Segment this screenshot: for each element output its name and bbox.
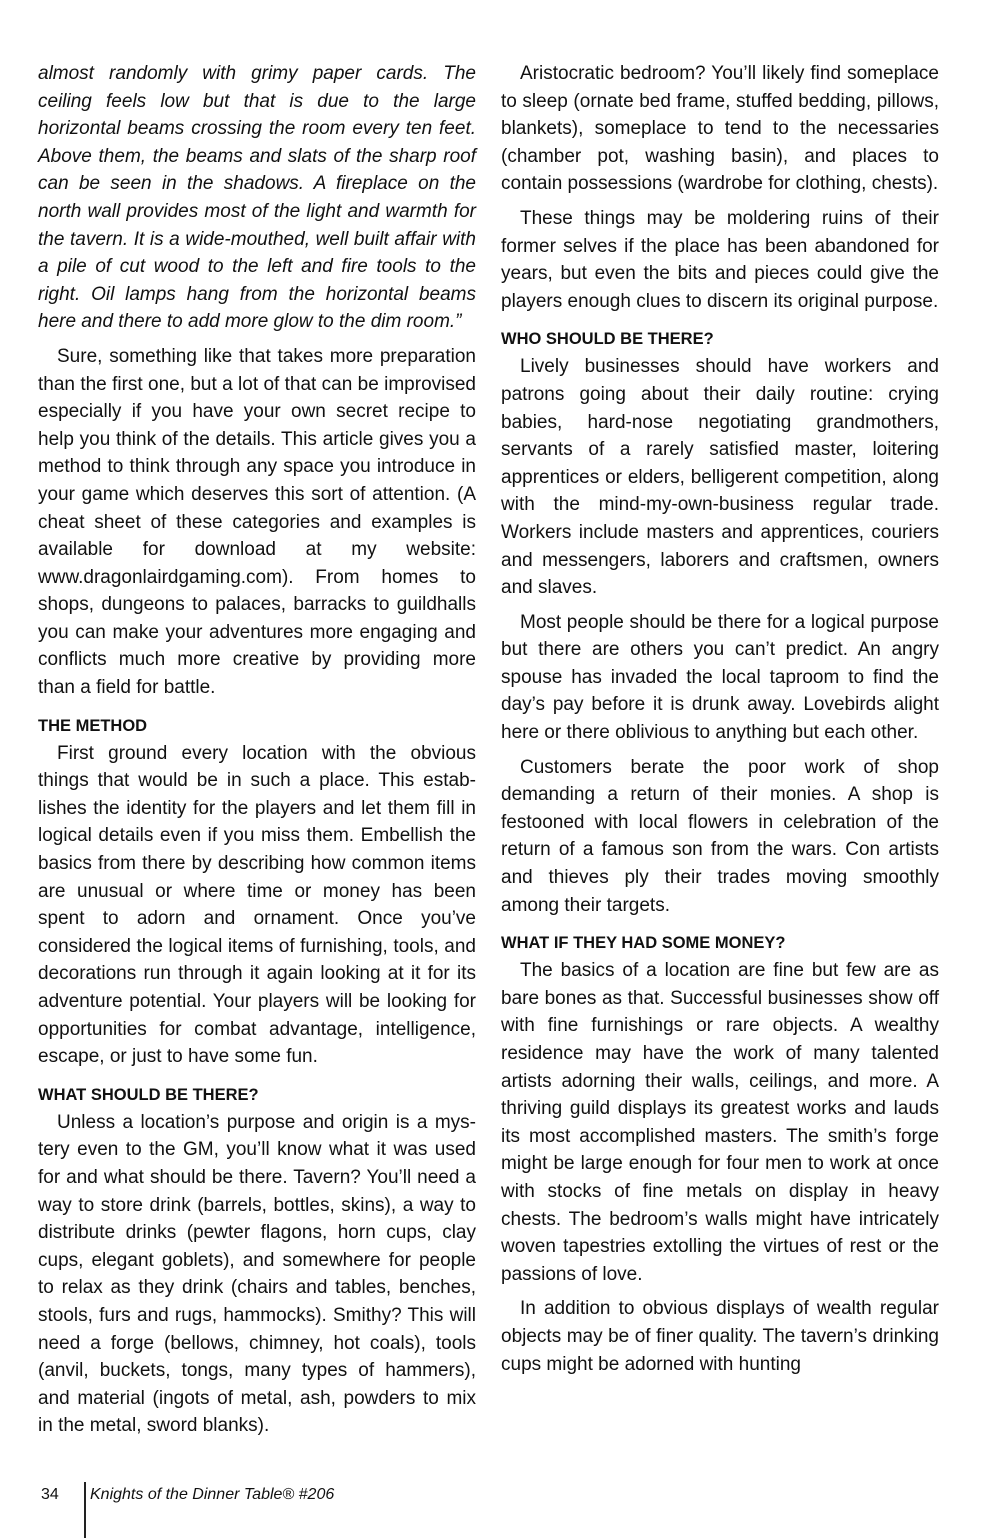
footer-divider xyxy=(84,1482,86,1538)
paragraph-customers: Customers berate the poor work of shop demanding a return of their monies. A shop is festooned with local flowers in celebration of the return of a famous son from the wars. Con artists and thieves ply their trades moving smoothly among their targets. xyxy=(501,756,939,916)
heading-what-should-be-there: WHAT SHOULD BE THERE? xyxy=(38,1085,259,1104)
right-column xyxy=(501,60,939,1385)
heading-who-should-be-there: WHO SHOULD BE THERE? xyxy=(501,330,714,349)
page-footer xyxy=(0,1476,994,1538)
quote-continuation: almost randomly with grimy paper cards. The ceiling feels low but that is due to the large horizontal beams crossing the room every ten feet. Above them, the beams and slats of the sharp roof can be seen in the shadows. A fireplace on the north wall provides most of the light and warmth for the tavern. It is a wide-mouthed, well built affair with a pile of cut wood to the left and fire tools to the right. Oil lamps hang from the horizontal beams here and there to add more glow to the dim room.” xyxy=(38,63,476,333)
paragraph-method: First ground every location with the obvious things that would be in such a place. This establishes the identity for the players and let them fill in logical details even if you miss them. Embellish the basics from there by describing how common items are unusual or where time or money has been spent to adorn and ornament. Once you’ve considered the logical items of furnishing, tools, and decorations run through it again looking at it for its adventure potential. Your players will be looking for opportunities for combat advantage, intelligence, escape, or just to have some fun. xyxy=(38,742,476,1068)
publication-title: Knights of the Dinner Table® #206 xyxy=(90,1486,335,1503)
left-column xyxy=(38,60,476,1447)
paragraph-bedroom: Aristocratic bedroom? You’ll likely find someplace to sleep (ornate bed frame, stuffed bedding, pillows, blankets), someplace to tend to the necessaries (chamber pot, washing basin), and places to contain possessions (wardrobe for clothing, chests). xyxy=(501,63,939,195)
paragraph-who-should-be-there: Lively businesses should have workers and patrons going about their daily routine: crying babies, hard-nose negotiating grandmothers, servants of a rarely satisfied master, loitering apprentices or elders, belligerent competition, along with the mind-my-own-business regular trade. Workers include masters and apprentices, couriers and messengers, laborers and craftsmen, owners and slaves. xyxy=(501,356,939,599)
heading-the-method: THE METHOD xyxy=(38,716,148,735)
page-number: 34 xyxy=(41,1486,59,1503)
heading-what-if-money: WHAT IF THEY HAD SOME MONEY? xyxy=(501,934,786,953)
paragraph-what-should-be-there: Unless a location’s purpose and origin is a mystery even to the GM, you’ll know what it was used for and what should be there. Tavern? You’ll need a way to store drink (barrels, bottles, skins), a way to distribute drinks (pewter flagons, horn cups, clay cups, elegant goblets), and somewhere for people to relax as they drink (chairs and tables, benches, stools, furs and rugs, hammocks). Smithy? This will need a forge (bellows, chimney, hot coals), tools (anvil, buckets, tongs, many types of hammers), and material (ingots of metal, ash, powders to mix in the metal, sword blanks). xyxy=(38,1111,476,1437)
paragraph-money: The basics of a location are fine but few are as bare bones as that. Successful businesses show off with fine furnishings or rare objects. A wealthy residence may have the work of many talented artists adorning their walls, ceilings, and more. A thriving guild displays its greatest works and lauds its most accomplished masters. The smith’s forge might be large enough for four men to work at once with stocks of fine metals on display in heavy chests. The bedroom’s walls might have intricately woven tapestries extolling the virtues of rest or the passions of love. xyxy=(501,960,939,1285)
paragraph-ruins: These things may be moldering ruins of their former selves if the place has been abandoned for years, but even the bits and pieces could give the players enough clues to discern its original purpose. xyxy=(501,207,939,312)
paragraph-in-addition: In addition to obvious displays of wealth regular objects may be of finer quality. The tavern’s drinking cups might be adorned with hunting xyxy=(501,1298,939,1375)
paragraph-logical-purpose: Most people should be there for a logical purpose but there are others you can’t predict. An angry spouse has invaded the local taproom to find the day’s pay before it is drunk away. Lovebirds alight here or there oblivious to anything but each other. xyxy=(501,611,939,744)
paragraph-sure: Sure, something like that takes more preparation than the first one, but a lot of that can be improvised especially if you have your own secret recipe to help you think of the details. This article gives you a method to think through any space you introduce in your game which deserves this sort of attention. (A cheat sheet of these categories and examples is available for download at my website: www.dragonlairdgaming.com). From homes to shops, dungeons to palaces, barracks to guildhalls you can make your adventures more engaging and conflicts much more creative by providing more than a field for battle. xyxy=(38,345,476,699)
